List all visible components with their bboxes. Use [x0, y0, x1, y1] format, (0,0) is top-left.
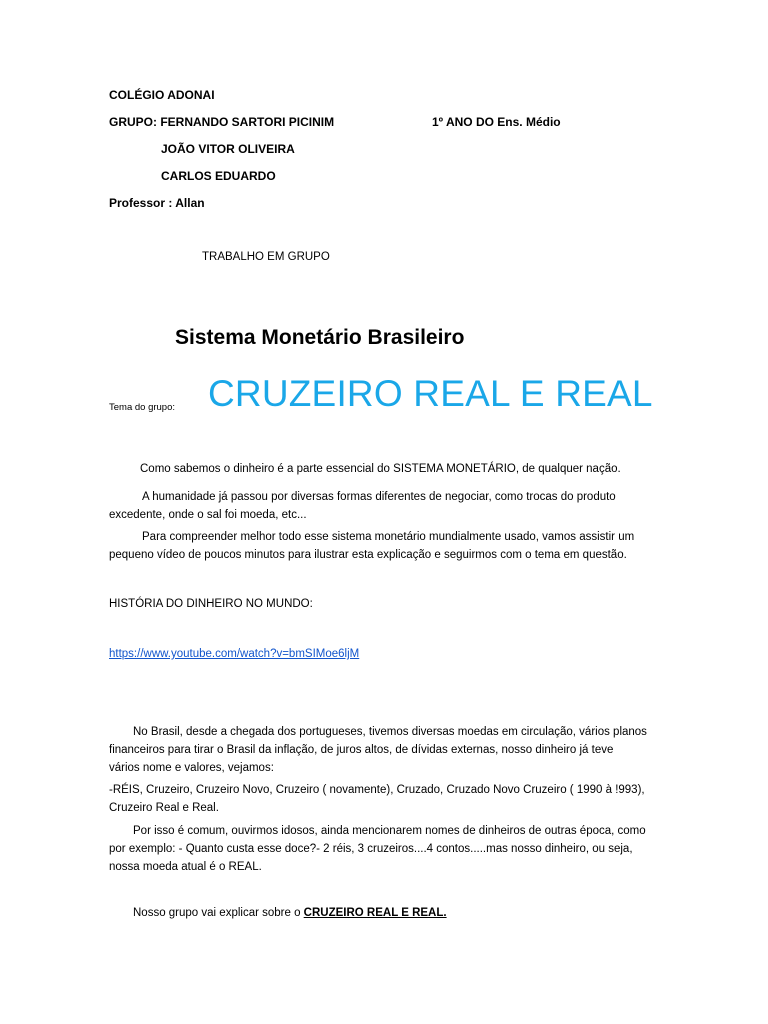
group-line — [109, 115, 334, 129]
professor-line — [109, 196, 205, 210]
brazil-p3-line-2: por exemplo: - Quanto custa esse doce?- 2 réis, 3 cruzeiros....4 contos.....mas nosso dinheiro, ou seja, — [109, 843, 633, 855]
school-name: COLÉGIO ADONAI — [109, 88, 215, 102]
intro-paragraph-3 — [109, 528, 689, 564]
brazil-p1-line-2: financeiros para tirar o Brasil da inflação, de juros altos, de dívidas externas, nosso dinheiro já teve — [109, 744, 614, 756]
closing-text: Nosso grupo vai explicar sobre o — [133, 907, 304, 919]
theme-value: CRUZEIRO REAL E REAL — [208, 373, 653, 414]
professor-label: Professor : — [109, 196, 173, 210]
intro-p3-line-1: Para compreender melhor todo esse sistema monetário mundialmente usado, vamos assistir um — [142, 531, 635, 543]
brazil-paragraph-1 — [109, 723, 679, 777]
brazil-p3-line-3: nossa moeda atual é o REAL. — [109, 861, 262, 873]
group-label: GRUPO: — [109, 115, 157, 129]
brazil-p1-line-1: No Brasil, desde a chegada dos portugueses, tivemos diversas moedas em circulação, vários planos — [133, 726, 647, 738]
page-title: Sistema Monetário Brasileiro — [175, 326, 465, 349]
intro-paragraph-1: Como sabemos o dinheiro é a parte essencial do SISTEMA MONETÁRIO, de qualquer nação. — [140, 463, 621, 475]
professor-name: Allan — [175, 196, 205, 210]
group-member-3: CARLOS EDUARDO — [161, 169, 276, 183]
intro-paragraph-2 — [109, 488, 669, 524]
assignment-label: TRABALHO EM GRUPO — [202, 251, 330, 263]
closing-paragraph — [133, 907, 447, 919]
brazil-p3-line-1: Por isso é comum, ouvirmos idosos, ainda mencionarem nomes de dinheiros de outras época, como — [133, 825, 646, 837]
intro-p3-line-2: pequeno vídeo de poucos minutos para ilustrar esta explicação e seguirmos com o tema em questão. — [109, 549, 627, 561]
group-member-1: FERNANDO SARTORI PICINIM — [160, 115, 335, 129]
intro-p2-line-1: A humanidade já passou por diversas formas diferentes de negociar, como trocas do produto — [142, 491, 616, 503]
youtube-link[interactable]: https://www.youtube.com/watch?v=bmSIMoe6ljM — [109, 648, 360, 660]
currency-list-paragraph — [109, 781, 679, 817]
closing-emphasis: CRUZEIRO REAL E REAL. — [303, 907, 447, 919]
theme-label: Tema do grupo: — [109, 402, 176, 413]
grade-label: 1º ANO DO Ens. Médio — [432, 115, 561, 129]
history-heading: HISTÓRIA DO DINHEIRO NO MUNDO: — [109, 598, 313, 610]
currency-list-line-1: -RÉIS, Cruzeiro, Cruzeiro Novo, Cruzeiro ( novamente), Cruzado, Cruzado Novo Cruzeiro ( 1990 à !993), — [109, 784, 645, 796]
brazil-p1-line-3: vários nome e valores, vejamos: — [109, 762, 274, 774]
brazil-paragraph-3 — [109, 822, 689, 876]
currency-list-line-2: Cruzeiro Real e Real. — [109, 802, 219, 814]
group-member-2: JOÃO VITOR OLIVEIRA — [161, 142, 295, 156]
intro-p2-line-2: excedente, onde o sal foi moeda, etc... — [109, 509, 307, 521]
